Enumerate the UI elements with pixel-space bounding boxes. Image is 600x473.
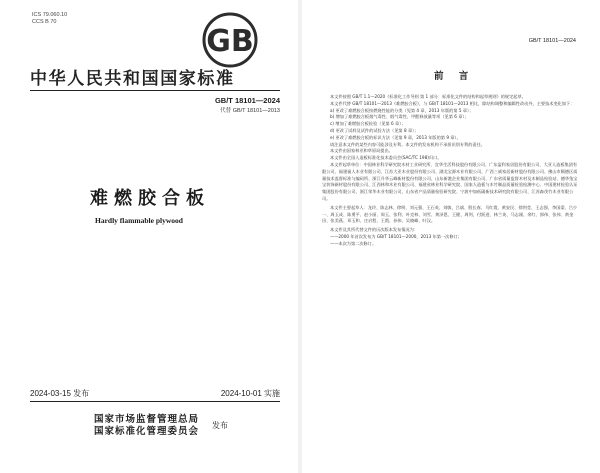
- ccs-code: CCS B 70: [32, 19, 57, 25]
- paragraph: 本文件主要起草人：龙玲、陈志林、徐明、刘元强、王石英、刘敏、吕斌、殷长春、马红霞、黄安民、徐剑莹、王志强、李国梁、吕少一、周玉成、陈勇平、赵小丽、周玉、张利、叶克林、刘雪、黄泽恩、王健、周剑、付跃进、林兰英、马志刚、余红、郭伟、张伟、黄金田、张美燕、邓玉和、庄启程、王霞、孙伟、吴晓峰、叶汉。: [322, 204, 578, 224]
- paragraph: 请注意本文件的某些内容可能涉及专利。本文件的发布机构不承担识别专利的责任。: [330, 141, 485, 147]
- issue-date: 2024-03-15 发布: [30, 389, 90, 398]
- header-code: GB/T 18101—2024: [528, 38, 576, 44]
- paragraph: 本文件代替 GB/T 18101—2013《难燃胶合板》，与 GB/T 18101—2013 相比，除结构调整和编辑性改动外，主要技术变化如下：: [330, 100, 575, 106]
- classification-codes: [32, 12, 67, 26]
- paragraph: 本文件由全国人造板标准化技术委员会(SAC/TC 198)归口。: [330, 155, 442, 161]
- paragraph: ——2000 年首次发布为 GB/T 18101—2000，2013 年第一次修订；: [330, 233, 462, 239]
- issuer-block: [94, 414, 199, 438]
- issuer-line-2: 国家标准化管理委员会: [94, 426, 200, 437]
- standard-code: GB/T 18101—2024: [214, 96, 280, 105]
- paragraph: ——本次为第二次修订。: [330, 240, 377, 246]
- gb-logo-icon: [200, 10, 260, 70]
- cover-page: [0, 0, 298, 473]
- ics-code: ICS 79.060.10: [32, 12, 68, 18]
- foreword-heading: 前 言: [434, 71, 475, 82]
- list-item: e) 更改了难燃胶合板的标识方法（见第 9 章，2013 年版的第 9 章）。: [330, 134, 461, 140]
- list-item: a) 更改了难燃胶合板按燃烧性能的分类（见第 4 章，2013 年版的第 5 章）；: [330, 107, 474, 113]
- standard-title: 中华人民共和国国家标准: [30, 69, 235, 89]
- list-item: d) 更改了试样及试件的试验方法（见第 8 章）；: [330, 127, 419, 133]
- date-divider: [30, 401, 280, 402]
- paragraph: 本文件按照 GB/T 1.1—2020《标准化工作导则 第 1 部分：标准化文件的结构和起草规则》的规定起草。: [330, 94, 526, 99]
- title-divider: [30, 90, 280, 91]
- foreword-page: [302, 0, 600, 473]
- paragraph: 本文件由国家林业和草原局提出。: [330, 148, 393, 154]
- list-item: b) 增加了难燃胶合板烟气毒性、烟气毒性、甲醛释放量等项（见第 6 章）；: [330, 114, 469, 120]
- implement-date: 2024-10-01 实施: [220, 389, 280, 398]
- paragraph: 本文件起草单位：中国林业科学研究院木材工业研究所、宜华生活科技股份有限公司、广东盈科家居股份有限公司、大亚人造板集团有限公司、福建福人木业有限公司、江苏大亚木业股份有限公司、湖北宝源木业有限公司、广西三威家居新材股份有限公司、佛山市顺德区质量技术监督标准与编码所、浙江升华云峰新材股份有限公司、山东新港企业集团有限公司、广东省质量监督木材及木制品检验站、德华兔宝宝装饰新材股份有限公司、江西林和木业有限公司、福建省林业科学研究院、国家人造板与木竹制品质量检验检测中心、中国建材检验认证集团股份有限公司、浙江荣华木业有限公司、山东省产品质量检验研究院、宁波中加低碳新技术研究院有限公司、江苏森茂竹木业有限公司。: [322, 161, 578, 201]
- document-title-cn: 难燃胶合板: [90, 188, 210, 209]
- paragraph: 本文件及其所代替文件的历次版本发布情况为：: [330, 227, 418, 233]
- issuer-line-1: 国家市场监督管理总局: [94, 414, 200, 425]
- logo-text: GB: [206, 24, 254, 59]
- issuer-verb: 发布: [212, 421, 228, 430]
- document-title-en: Hardly flammable plywood: [95, 216, 183, 225]
- foreword-content: [322, 94, 578, 248]
- list-item: c) 增加了难燃胶合板检验（见第 6 章）；: [330, 121, 406, 127]
- replaces-note: 代替 GB/T 18101—2013: [220, 108, 280, 114]
